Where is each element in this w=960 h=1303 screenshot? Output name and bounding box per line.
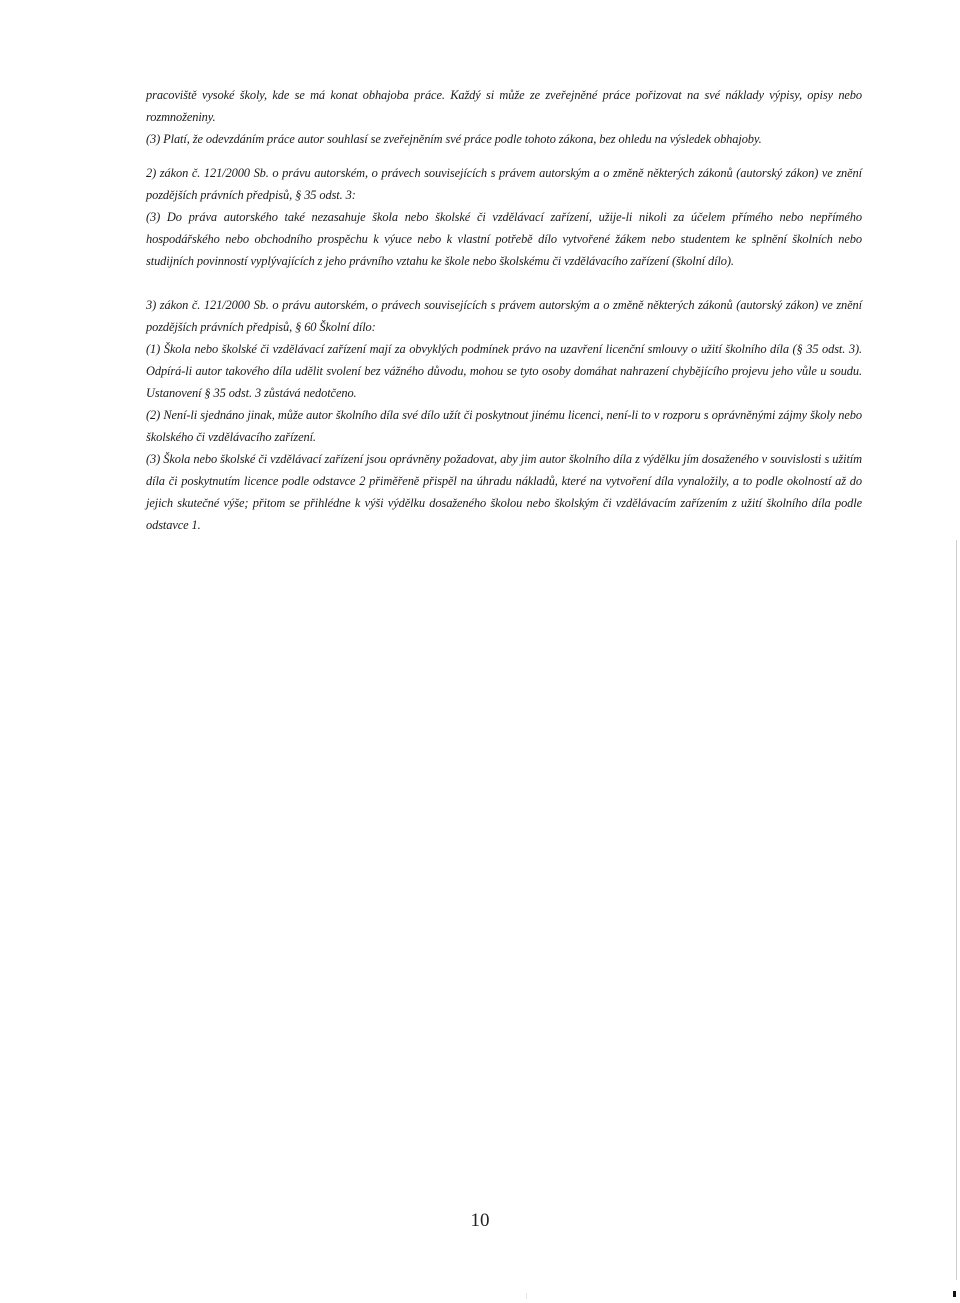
paragraph-p7: (2) Není-li sjednáno jinak, může autor školního díla své dílo užít či poskytnout jinému licenci, není-li to v rozporu s oprávněnými zájmy školy nebo školského či vzdělávacího zařízení. [146,408,862,444]
paragraph-p2: (3) Platí, že odevzdáním práce autor souhlasí se zveřejněním své práce podle tohoto zákona, bez ohledu na výsledek obhajoby. [146,132,762,146]
spacer [146,272,862,294]
paragraph-p1: pracoviště vysoké školy, kde se má konat obhajoba práce. Každý si může ze zveřejněné práce pořizovat na své náklady výpisy, opisy nebo rozmnoženiny. [146,88,862,124]
scan-dot [526,1293,527,1299]
scan-edge-line [956,540,957,1280]
paragraph-p4: (3) Do práva autorského také nezasahuje škola nebo školské či vzdělávací zařízení, užije-li nikoli za účelem přímého nebo nepřímého hospodářského nebo obchodního prospěchu k výuce nebo k vlastní potřebě dílo vytvořené žákem nebo studentem ke splnění školních nebo studijních povinností vyplývajících z jeho právního vztahu ke škole nebo školskému či vzdělávacího zařízení (školní dílo). [146,210,862,268]
document-body [146,84,862,536]
page-number: 10 [470,1210,490,1231]
footnote-3: 3) zákon č. 121/2000 Sb. o právu autorském, o právech souvisejících s právem autorským a o změně některých zákonů (autorský zákon) ve znění pozdějších právních předpisů, § 60 Školní dílo: [146,298,862,334]
paragraph-p8: (3) Škola nebo školské či vzdělávací zařízení jsou oprávněny požadovat, aby jim autor školního díla z výdělku jím dosaženého v souvislosti s užitím díla či poskytnutím licence podle odstavce 2 přiměřeně přispěl na úhradu nákladů, které na vytvoření díla vynaložily, a to podle okolností až do jejich skutečné výše; přitom se přihlédne k výši výdělku dosaženého školou nebo školským či vzdělávacím zařízením z užití školního díla podle odstavce 1. [146,452,862,532]
scan-edge-mark [953,1291,956,1297]
paragraph-p6: (1) Škola nebo školské či vzdělávací zařízení mají za obvyklých podmínek právo na uzavření licenční smlouvy o užití školního díla (§ 35 odst. 3). Odpírá-li autor takového díla udělit svolení bez vážného důvodu, mohou se tyto osoby domáhat nahrazení chybějícího projevu jeho vůle u soudu. Ustanovení § 35 odst. 3 zůstává nedotčeno. [146,342,862,400]
footnote-2: 2) zákon č. 121/2000 Sb. o právu autorském, o právech souvisejících s právem autorským a o změně některých zákonů (autorský zákon) ve znění pozdějších právních předpisů, § 35 odst. 3: [146,166,862,202]
spacer [146,150,862,162]
